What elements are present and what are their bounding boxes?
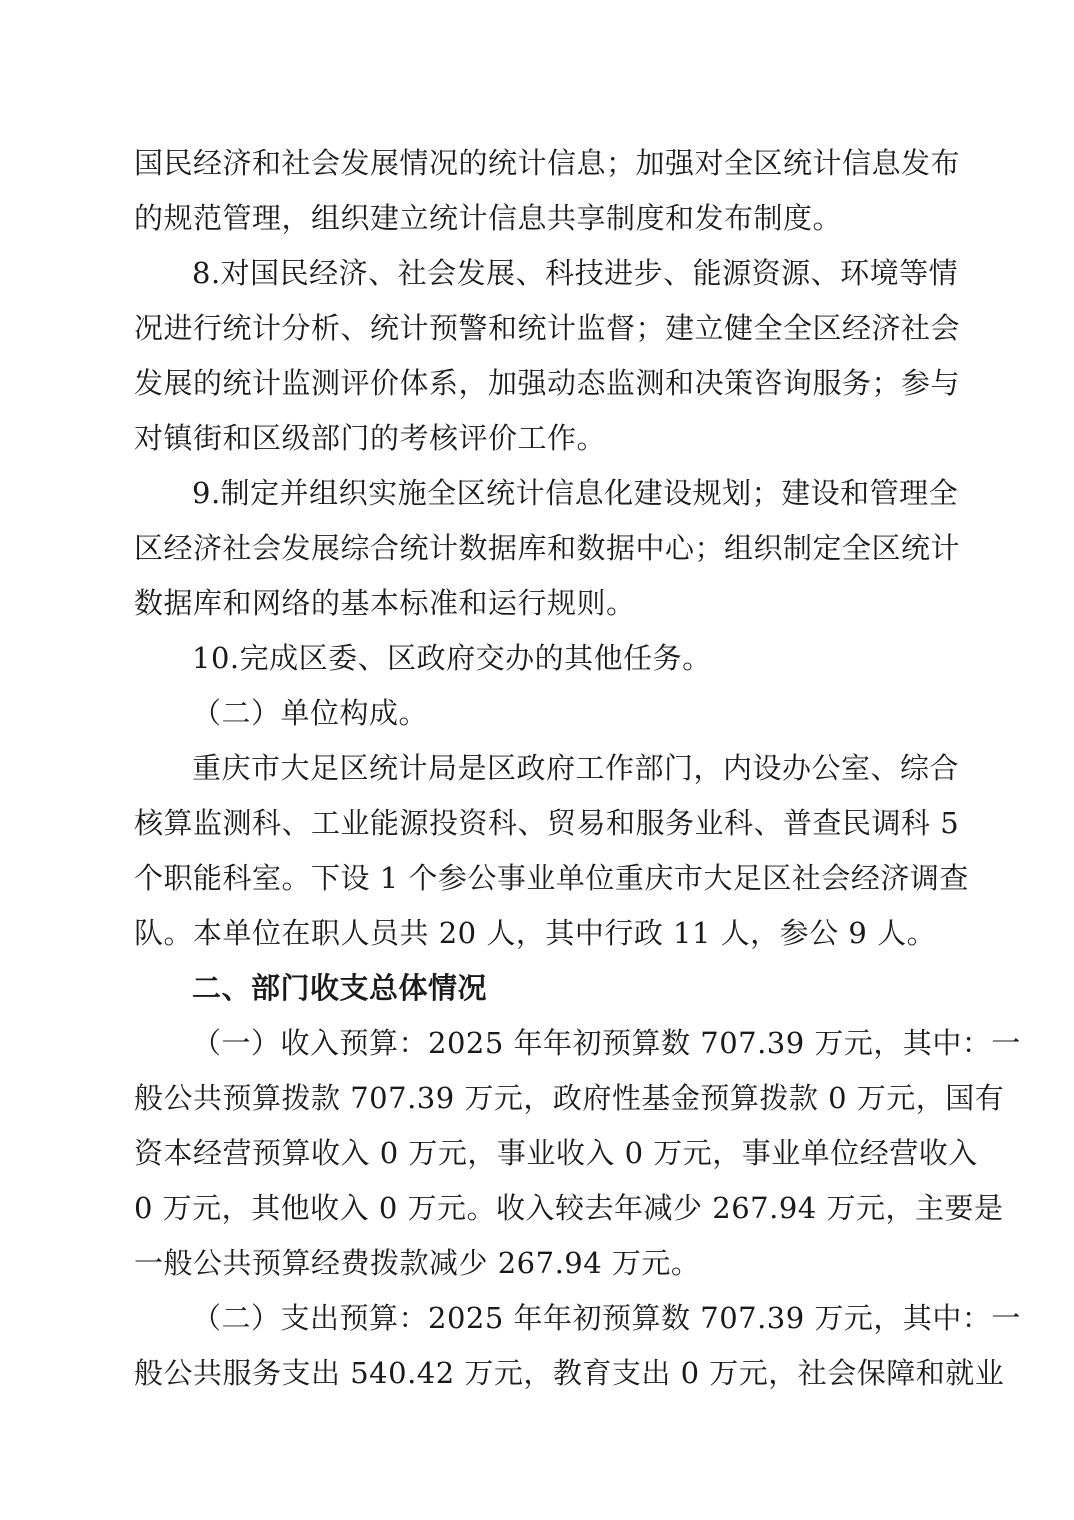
text-line: 对镇街和区级部门的考核评价工作。 [134, 421, 607, 455]
paragraph-expenditure-budget: （二）支出预算：2025 年年初预算数 707.39 万元，其中：一 [192, 1301, 1021, 1335]
text-line: 资本经营预算收入 0 万元，事业收入 0 万元，事业单位经营收入 [134, 1136, 978, 1170]
text-line: 的规范管理，组织建立统计信息共享制度和发布制度。 [134, 201, 843, 235]
text-line: 个职能科室。下设 1 个参公事业单位重庆市大足区社会经济调查 [134, 861, 969, 895]
text-line: 核算监测科、工业能源投资科、贸易和服务业科、普查民调科 5 [134, 806, 960, 840]
paragraph-item-9: 9.制定并组织实施全区统计信息化建设规划；建设和管理全 [192, 476, 959, 510]
paragraph-item-8: 8.对国民经济、社会发展、科技进步、能源资源、环境等情 [192, 256, 959, 290]
text-line: 一般公共预算经费拨款减少 267.94 万元。 [134, 1246, 701, 1280]
text-line: 般公共服务支出 540.42 万元，教育支出 0 万元，社会保障和就业 [134, 1356, 1005, 1390]
text-line: 队。本单位在职人员共 20 人，其中行政 11 人，参公 9 人。 [134, 916, 937, 950]
text-line: 况进行统计分析、统计预警和统计监督；建立健全全区经济社会 [134, 311, 961, 345]
paragraph-item-10: 10.完成区委、区政府交办的其他任务。 [192, 641, 712, 675]
text-line: 0 万元，其他收入 0 万元。收入较去年减少 267.94 万元，主要是 [134, 1191, 1004, 1225]
text-line: 国民经济和社会发展情况的统计信息；加强对全区统计信息发布 [134, 146, 961, 180]
text-line: 区经济社会发展综合统计数据库和数据中心；组织制定全区统计 [134, 531, 961, 565]
text-line: 数据库和网络的基本标准和运行规则。 [134, 586, 636, 620]
text-line: 般公共预算拨款 707.39 万元，政府性基金预算拨款 0 万元，国有 [134, 1081, 1005, 1115]
subheading-unit-composition: （二）单位构成。 [192, 696, 429, 730]
document-page [134, 136, 1021, 1401]
section-heading: 二、部门收支总体情况 [192, 971, 488, 1005]
text-line: 发展的统计监测评价体系，加强动态监测和决策咨询服务；参与 [134, 366, 961, 400]
paragraph-unit-composition: 重庆市大足区统计局是区政府工作部门，内设办公室、综合 [192, 751, 960, 785]
paragraph-income-budget: （一）收入预算：2025 年年初预算数 707.39 万元，其中：一 [192, 1026, 1021, 1060]
